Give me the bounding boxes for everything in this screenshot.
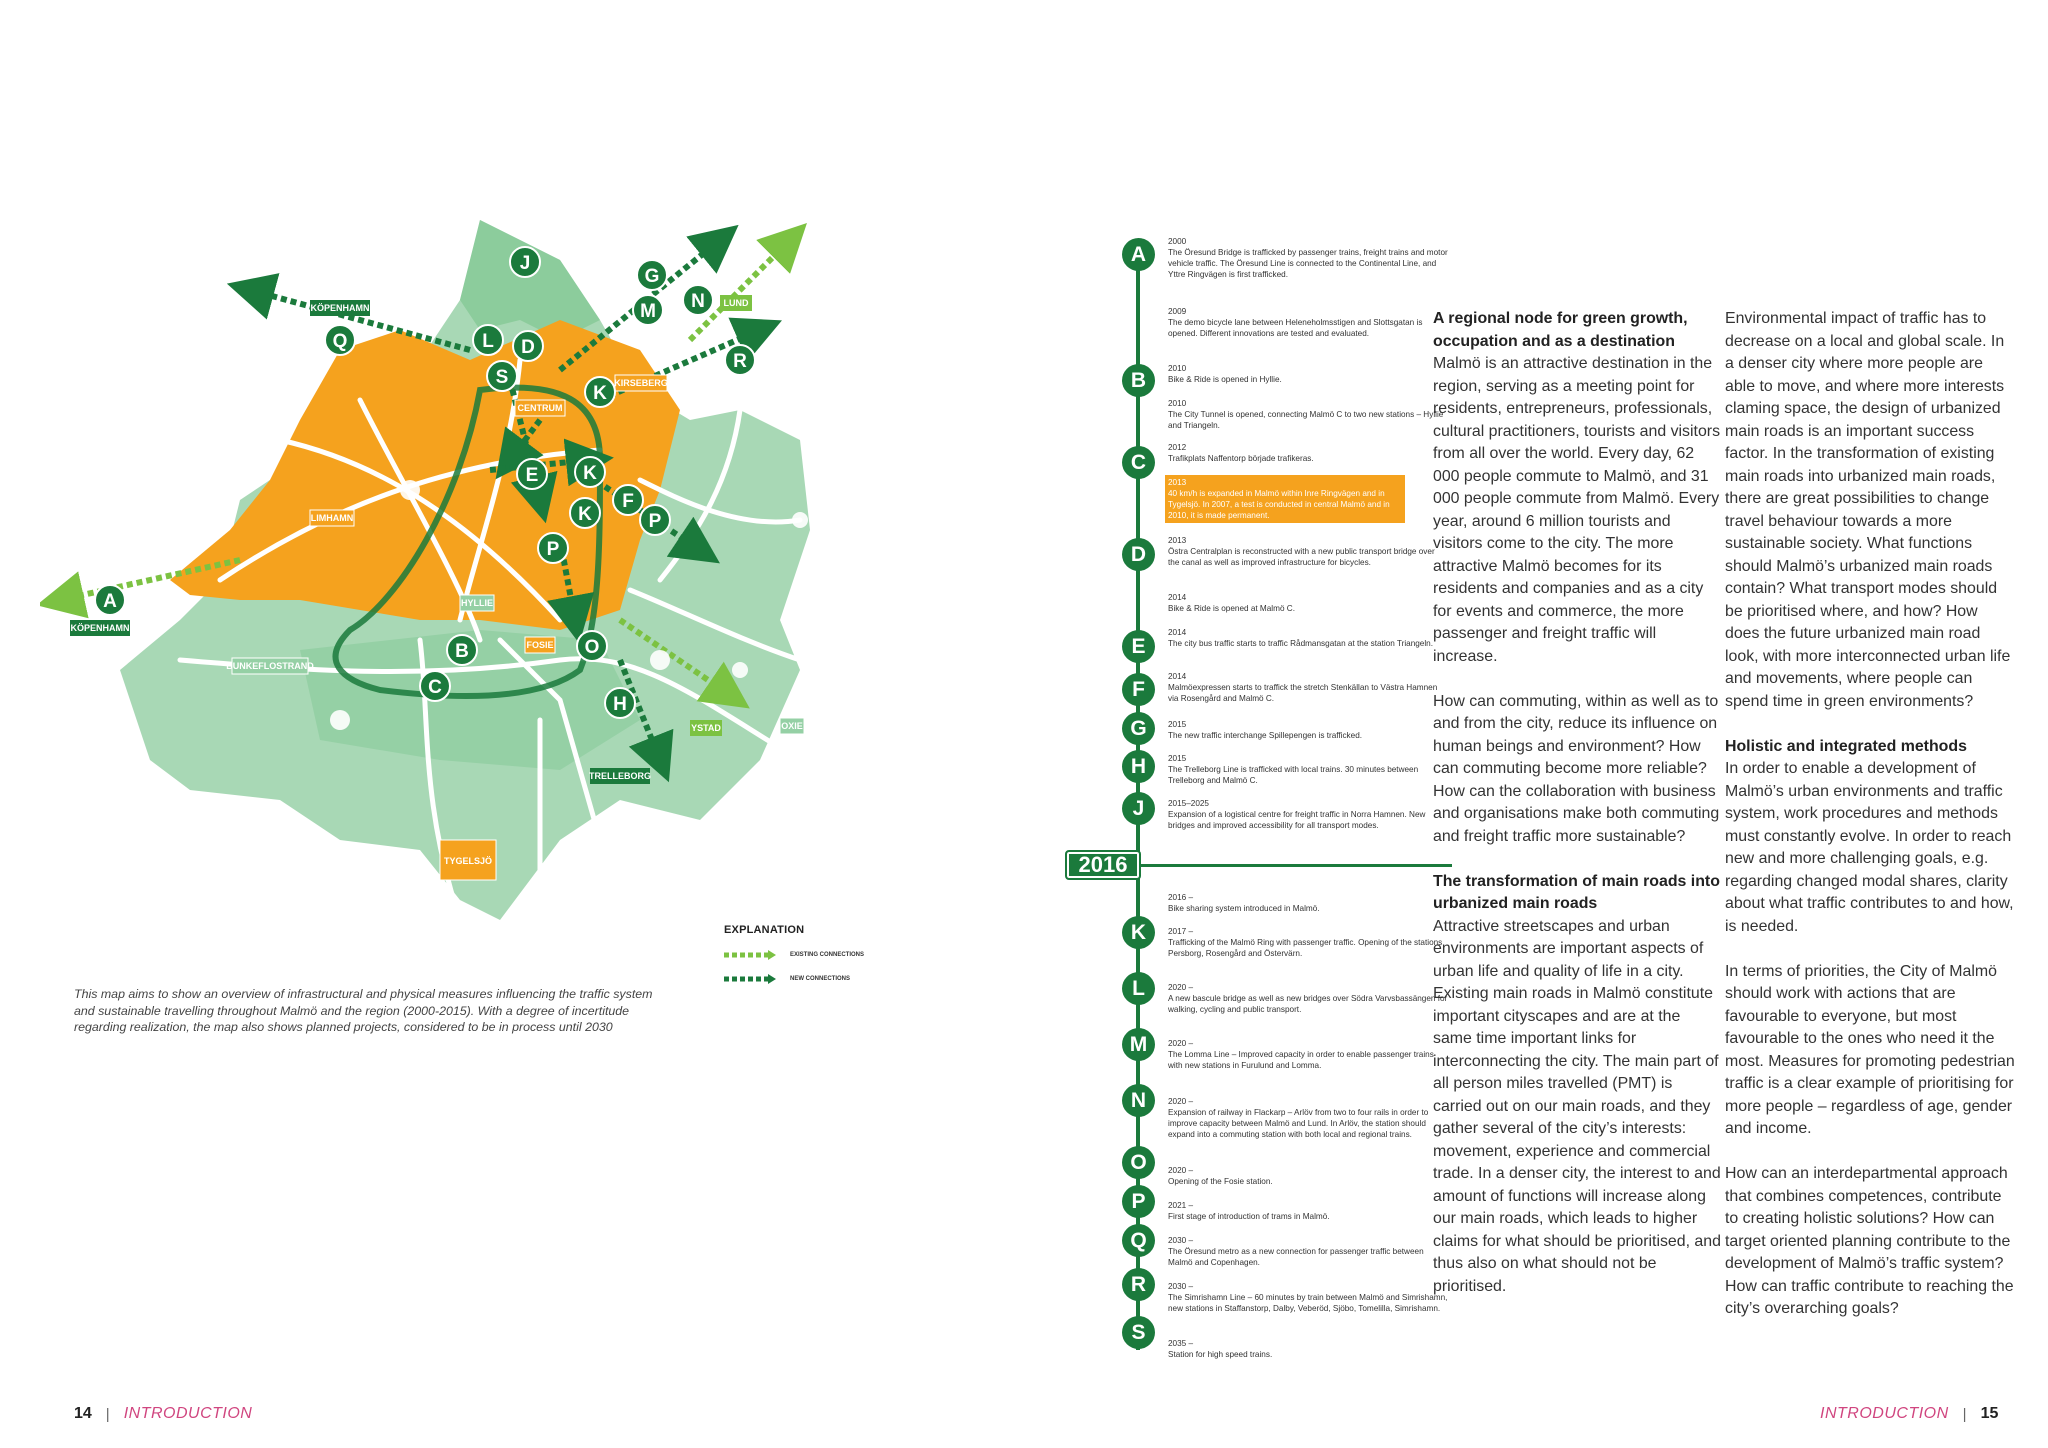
node-p-1 [640,505,670,535]
svg-text:R: R [733,351,747,372]
svg-text:O: O [584,637,600,658]
timeline-marker-m: M [1122,1028,1155,1061]
svg-text:L: L [482,331,494,352]
timeline-entry: 2015 The new traffic interchange Spillepengen is trafficked. [1168,720,1363,740]
heading-regional-node: A regional node for green growth, occupation and as a destination [1433,310,1688,350]
timeline-entry: 2020 – Opening of the Fosie station. [1168,1166,1273,1186]
existing-arrow-icon [724,950,776,960]
timeline-entry: 2017 – Trafficking of the Malmö Ring with passenger traffic. Opening of the stations Persborg, Rosengård and Östervärn. [1168,927,1443,958]
timeline-marker-e: E [1122,630,1155,663]
svg-text:D: D [521,337,535,358]
section-title-right: INTRODUCTION [1820,1405,1949,1422]
timeline-marker-s: S [1122,1316,1155,1349]
timeline-marker-d: D [1122,538,1155,571]
svg-text:K: K [578,504,592,525]
timeline-marker-b: B [1122,364,1155,397]
timeline-entry: 2014 Bike & Ride is opened at Malmö C. [1168,593,1295,613]
timeline-marker-g: G [1122,712,1155,745]
timeline-marker-l: L [1122,972,1155,1005]
legend-existing [724,950,944,960]
timeline-entry: 2030 – The Simrishamn Line – 60 minutes by train between Malmö and Simrishamn, new stations in Staffanstorp, Dalby, Veberöd, Sjöbo, Tomelilla, Simrishamn. [1168,1282,1448,1313]
map-legend [724,924,944,984]
label-centrum: CENTRUM [517,403,563,413]
paragraph: How can commuting, within as well as to and from the city, reduce its influence on human beings and environment? How can commuting become more reliable? How can the collaboration with business and organisations make both commuting and freight traffic more sustainable? [1433,692,1720,845]
label-fosie: FOSIE [526,640,554,650]
page-number-left: 14 [74,1405,92,1422]
timeline-entry: 2009 The demo bicycle lane between Heleneholmsstigen and Slottsgatan is opened. Different innovations are tested and evaluated. [1168,307,1423,338]
timeline-marker-j: J [1122,792,1155,825]
svg-text:S: S [495,367,509,388]
svg-text:F: F [622,491,634,512]
timeline-entry: 2014 Malmöexpressen starts to traffick the stretch Stenkällan to Västra Hamnen via Rosengård and Malmö C. [1168,672,1438,703]
timeline-entry: 2000 The Öresund Bridge is trafficked by passenger trains, freight trains and motor vehicle traffic. The Öresund Line is connected to the Continental Line, and Yttre Ringvägen is first trafficked. [1168,237,1448,279]
heading-main-roads: The transformation of main roads into urbanized main roads [1433,872,1720,912]
label-lund: LUND [723,298,749,308]
node-d [513,331,543,361]
paragraph: How can an interdepartmental approach that combines competences, contribute to creating holistic solutions? How can target oriented planning contribute to the development of Malmö’s traffic system? How can traffic contribute to reaching the city’s overarching goals? [1725,1165,2014,1317]
paragraph: In order to enable a development of Malmö’s urban environments and traffic system, work procedures and methods must constantly evolve. In order to reach new and more challenging goals, e.g. regarding changed modal shares, clarity about what traffic contributes to and how, is needed. [1725,760,2014,935]
svg-text:J: J [519,253,531,274]
paragraph: In terms of priorities, the City of Malmö should work with actions that are favourable to everyone, but most favourable to the ones who need it the most. Measures for promoting pedestrian traffic is a clear example of prioritising for more people – regardless of age, gender and income. [1725,962,2015,1137]
node-g [637,260,667,290]
paragraph: Malmö is an attractive destination in the region, serving as a meeting point for residents, entrepreneurs, professionals, cultural practitioners, tourists and visitors from all over the world. Every day, 62 000 people commute to Malmö, and 31 000 people commute from Malmö. Every year, around 6 million tourists and visitors come to the city. The more attractive Malmö becomes for its residents and companies and as a city for events and commerce, the more passenger and freight traffic will increase. [1433,355,1721,665]
node-k-1 [585,377,615,407]
label-bunkeflostrand: BUNKEFLOSTRAND [226,661,314,671]
paragraph: Attractive streetscapes and urban environments are important aspects of urban life and quality of life in a city. Existing main roads in Malmö constitute important cityscapes and are at the same time important links for interconnecting the city. The main part of all person miles travelled (PMT) is carried out on our main roads, and they gather several of the city’s interests: movement, experience and commercial trade. In a denser city, the interest to and amount of functions will increase along our main roads, which leads to higher claims for what should be prioritised, and thus also on what should not be prioritised. [1433,917,1721,1295]
label-limhamn: LIMHAMN [310,513,354,523]
node-l [473,325,503,355]
timeline-entry: 2020 – Expansion of railway in Flackarp – Arlöv from two to four rails in order to improve capacity between Malmö and Lund. In Arlöv, the station should expand into a commuting station with both local and regional trains. [1168,1097,1429,1139]
timeline-marker-h: H [1122,750,1155,783]
timeline-marker-o: O [1122,1146,1155,1179]
svg-text:P: P [648,511,662,532]
year-badge: 2016 [1065,850,1141,880]
label-kopenhamn-top: KÖPENHAMN [310,303,370,313]
svg-text:P: P [546,539,560,560]
svg-text:Q: Q [332,331,348,352]
timeline-entry: 2015 The Trelleborg Line is trafficked with local trains. 30 minutes between Trelleborg and Malmö C. [1168,754,1419,785]
legend-new-label: NEW CONNECTIONS [790,976,850,982]
timeline-entry: 2020 – The Lomma Line – Improved capacity in order to enable passenger trains with new stations in Furulund and Lomma. [1168,1039,1434,1070]
region-area-darker [460,220,600,340]
svg-text:G: G [644,266,660,287]
node-a [95,585,125,615]
timeline-entry: 2012 Trafikplats Naffentorp började trafikeras. [1168,443,1314,463]
svg-text:C: C [428,677,442,698]
svg-text:K: K [593,383,607,404]
svg-text:M: M [640,301,656,322]
timeline-entry: 2035 – Station for high speed trains. [1168,1339,1273,1359]
label-kopenhamn-left: KÖPENHAMN [70,623,130,633]
footer-separator: | [105,1405,110,1423]
timeline-entry: 2016 – Bike sharing system introduced in Malmö. [1168,893,1320,913]
timeline-entry-highlight: 2013 40 km/h is expanded in Malmö within Inre Ringvägen and in Tygelsjö. In 2007, a test is conducted in central Malmö and in 2010, it is made permanent. [1165,475,1405,523]
node-n [683,285,713,315]
timeline-entry: 2030 – The Öresund metro as a new connection for passenger traffic between Malmö and Copenhagen. [1168,1236,1424,1267]
node-j [510,247,540,277]
timeline-entry: 2013 Östra Centralplan is reconstructed with a new public transport bridge over the canal as well as improved infrastructure for bicycles. [1168,536,1435,567]
label-tygelsjo: TYGELSJÖ [443,856,493,866]
page-number-right: 15 [1980,1405,1999,1422]
svg-text:B: B [455,641,469,662]
timeline-marker-p: P [1122,1185,1155,1218]
svg-text:H: H [613,694,627,715]
svg-text:E: E [525,465,539,486]
svg-text:A: A [103,591,117,612]
node-c [420,671,450,701]
footer-left [74,1405,252,1423]
node-b [447,635,477,665]
section-title-left: INTRODUCTION [123,1405,253,1422]
timeline-entry: 2010 Bike & Ride is opened in Hyllie. [1168,364,1282,384]
node-m [633,295,663,325]
timeline-marker-a: A [1122,238,1155,271]
legend-existing-label: EXISTING CONNECTIONS [790,952,865,958]
legend-title: EXPLANATION [724,924,805,936]
node-k-2 [575,457,605,487]
node-f [613,485,643,515]
timeline [1060,230,1448,1380]
timeline-entry: 2020 – A new bascule bridge as well as new bridges over Södra Varvsbassängen for walking, cycling and public transport. [1168,983,1448,1014]
legend-new [724,974,944,984]
timeline-entry: 2021 – First stage of introduction of trams in Malmö. [1168,1201,1330,1221]
timeline-entry: 2015–2025 Expansion of a logistical centre for freight traffic in Norra Hamnen. New bridges and improved accessibility for all transport modes. [1168,799,1426,830]
svg-text:K: K [583,463,597,484]
label-ystad: YSTAD [691,723,721,733]
timeline-entry: 2014 The city bus traffic starts to traffic Rådmansgatan at the station Triangeln. [1168,628,1434,648]
year-rule [1140,864,1452,867]
timeline-marker-q: Q [1122,1224,1155,1257]
node-h [605,688,635,718]
footer-right [1820,1405,1998,1423]
timeline-entry: 2010 The City Tunnel is opened, connecting Malmö C to two new stations – Hyllie and Triangeln. [1168,399,1444,430]
label-oxie: OXIE [781,721,803,731]
malmo-traffic-map [40,200,820,960]
node-k-3 [570,498,600,528]
label-hyllie: HYLLIE [460,598,494,608]
svg-text:N: N [691,291,705,312]
label-trelleborg: TRELLEBORG [589,771,651,781]
text-column-2 [1725,308,2015,1343]
node-o [577,631,607,661]
timeline-marker-n: N [1122,1084,1155,1117]
timeline-marker-r: R [1122,1268,1155,1301]
node-p-2 [538,533,568,563]
node-s [487,361,517,391]
label-kirseberg: KIRSEBERG [614,378,668,388]
footer-separator: | [1962,1405,1967,1423]
node-r [725,345,755,375]
timeline-marker-k: K [1122,916,1155,949]
timeline-marker-f: F [1122,673,1155,706]
paragraph: Environmental impact of traffic has to decrease on a local and global scale. In a denser city where more people are able to move, and where more interests claming space, the design of urbanized main roads is an important success factor. In the transformation of existing main roads into urbanized main roads, there are great possibilities to change travel behaviour towards a more sustainable society. What functions should Malmö’s urbanized main roads contain? What transport modes should be prioritised where, and how? How does the future urbanized main road look, with more interconnected urban life and movements, where people can spend time in green environments? [1725,310,2011,710]
node-e [517,459,547,489]
new-arrow-icon [724,974,776,984]
heading-holistic-methods: Holistic and integrated methods [1725,737,1967,755]
timeline-marker-c: C [1122,446,1155,479]
text-column-1 [1433,308,1723,1321]
map-caption: This map aims to show an overview of infrastructural and physical measures influencing the traffic system and sustainable travelling throughout Malmö and the region (2000-2015). With a degree of incertitude regarding realization, the map also shows planned projects, considered to be in process until 2030 [74,987,653,1034]
node-q [325,325,355,355]
